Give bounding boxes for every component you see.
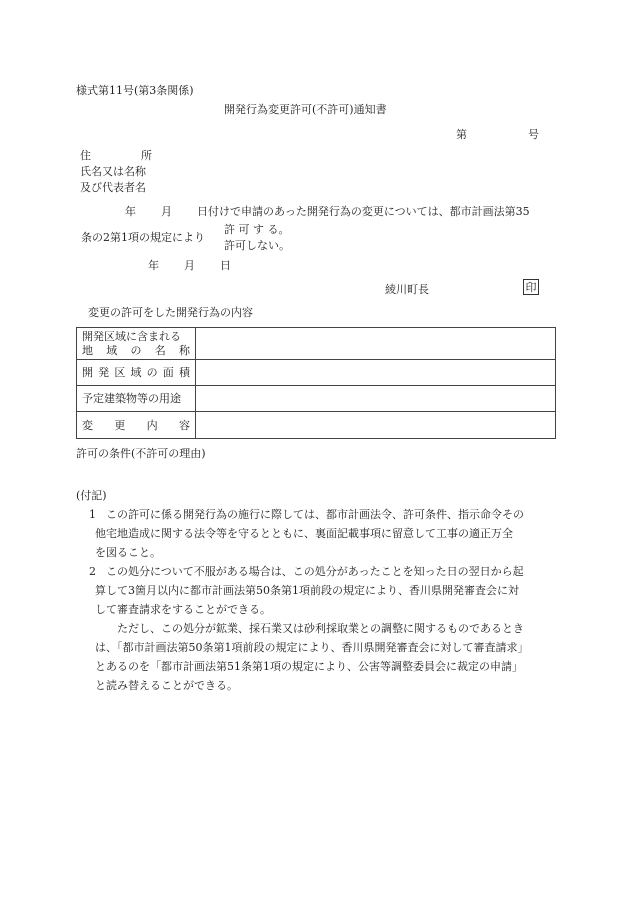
form-number: 様式第11号(第3条関係) — [76, 84, 194, 97]
issuer-name: 綾川町長 — [385, 283, 429, 296]
content-heading: 変更の許可をした開発行為の内容 — [88, 306, 253, 319]
char: 積 — [178, 366, 190, 379]
char: 面 — [162, 366, 174, 379]
note-2-line-1: この処分について不服がある場合は、この処分があったことを知った日の翌日から起 — [106, 565, 524, 578]
char: 変 — [82, 418, 93, 432]
table-row — [77, 360, 556, 386]
char: 地 — [82, 344, 93, 357]
body-year: 年 — [125, 205, 136, 218]
change-content-label-text — [82, 420, 190, 431]
date-month: 月 — [184, 259, 195, 272]
body-month: 月 — [161, 205, 172, 218]
area-name-value — [196, 328, 556, 360]
change-content-label — [77, 412, 196, 439]
area-size-label — [77, 360, 196, 386]
note-1-line-3: を図ること。 — [95, 546, 161, 559]
change-content-value — [196, 412, 556, 439]
note-1-line-2: 他宅地造成に関する法令等を守るとともに、裏面記載事項に留意して工事の適正万全 — [95, 527, 513, 540]
char: 発 — [98, 366, 110, 379]
option-permit: 許 可 す る。 — [224, 223, 290, 236]
char: 開 — [82, 366, 93, 379]
note-2-line-2: 算して3箇月以内に都市計画法第50条第1項前段の規定により、香川県開発審査会に対 — [95, 584, 519, 597]
area-name-label — [77, 328, 196, 360]
char: 称 — [179, 344, 190, 357]
seal-stamp: 印 — [523, 279, 539, 295]
body-line-1: 日付けで申請のあった開発行為の変更については、都市計画法第35 — [197, 205, 530, 218]
note-2-line-4: ただし、この処分が鉱業、採石業又は砂利採取業との調整に関するものであるとき — [117, 622, 524, 635]
option-deny: 許可しない。 — [224, 239, 290, 252]
doc-no-suffix: 号 — [528, 128, 539, 141]
char: 域 — [130, 366, 142, 379]
area-size-value — [196, 360, 556, 386]
content-table — [76, 327, 556, 439]
note-2-number: 2 — [89, 565, 96, 578]
table-row — [77, 386, 556, 412]
char: の — [130, 344, 142, 357]
area-name-label-line1: 開発区域に含まれる — [82, 330, 181, 343]
char: 域 — [106, 344, 118, 357]
char: の — [146, 366, 158, 379]
table-row — [77, 328, 556, 360]
notes-heading: (付記) — [76, 489, 107, 502]
note-2-line-5: は、「都市計画法第50条第1項前段の規定により、香川県開発審査会に対して審査請求」 — [95, 641, 529, 654]
area-size-label-text — [82, 367, 190, 378]
table-row — [77, 412, 556, 439]
char: 容 — [178, 418, 190, 432]
area-name-label-line2 — [82, 345, 190, 356]
char: 区 — [114, 366, 126, 379]
building-use-value — [196, 386, 556, 412]
representative-label: 及び代表者名 — [80, 181, 146, 194]
note-2-line-7: と読み替えることができる。 — [95, 679, 238, 692]
date-day: 日 — [220, 259, 231, 272]
char: 名 — [154, 344, 166, 357]
page-title: 開発行為変更許可(不許可)通知書 — [224, 103, 387, 116]
date-year: 年 — [148, 259, 159, 272]
doc-no-prefix: 第 — [456, 128, 467, 141]
address-label-2: 所 — [141, 149, 152, 162]
note-1-line-1: この許可に係る開発行為の施行に際しては、都市計画法令、許可条件、指示命令その — [106, 508, 524, 521]
building-use-label: 予定建築物等の用途 — [77, 386, 196, 412]
name-label: 氏名又は名称 — [80, 165, 146, 178]
note-1-number: 1 — [89, 508, 96, 521]
conditions-heading: 許可の条件(不許可の理由) — [76, 447, 206, 460]
address-label-1: 住 — [80, 149, 91, 162]
body-line-2: 条の2第1項の規定により — [81, 231, 205, 244]
char: 内 — [146, 418, 158, 432]
note-2-line-3: して審査請求をすることができる。 — [95, 603, 271, 616]
char: 更 — [114, 418, 126, 432]
note-2-line-6: とあるのを「都市計画法第51条第1項の規定により、公害等調整委員会に裁定の申請」 — [95, 660, 523, 673]
